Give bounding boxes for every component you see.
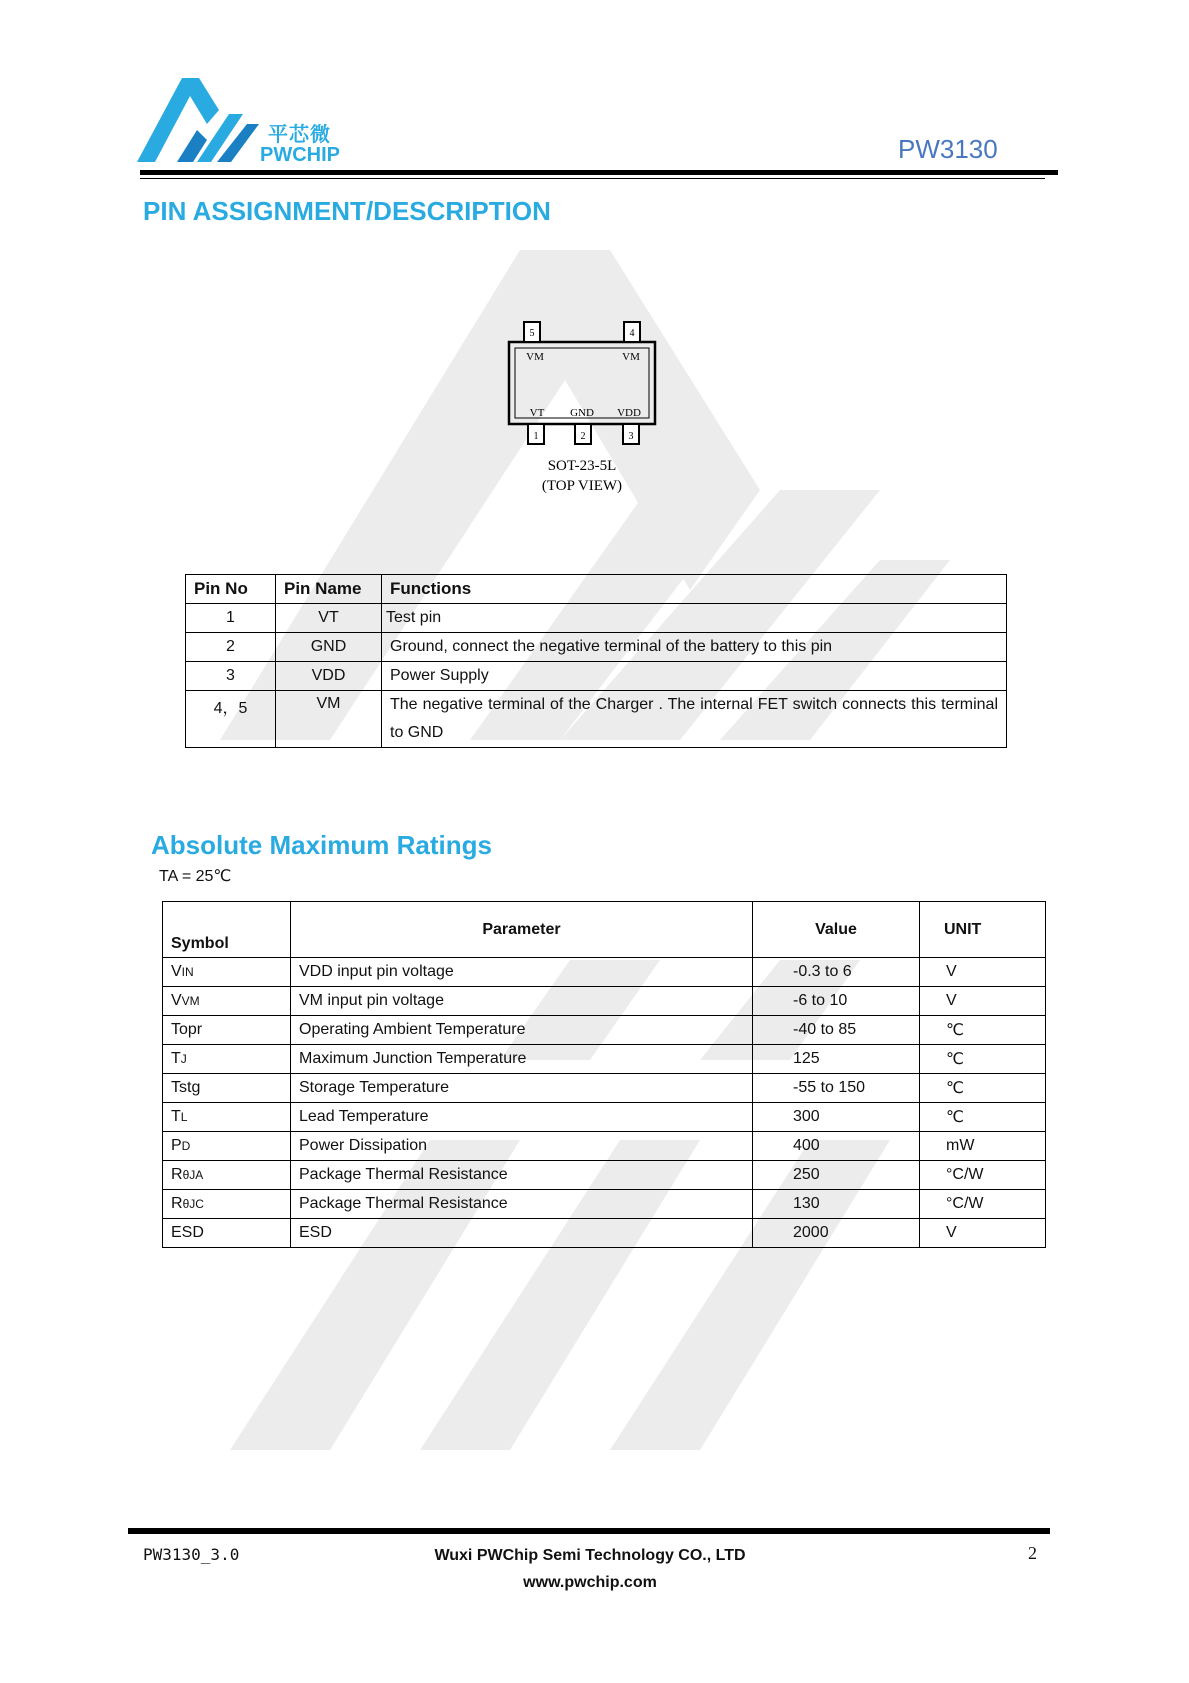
package-pin-label: GND: [570, 407, 594, 419]
pin-name: GND: [276, 633, 382, 662]
rating-symbol: VIN: [163, 958, 291, 987]
package-pin-number: 3: [628, 431, 634, 442]
pin-number: 4，5: [186, 691, 276, 748]
package-pin-label: VM: [622, 351, 640, 363]
table-header: Value: [753, 902, 920, 958]
table-row: [186, 662, 1007, 691]
table-row: [163, 987, 1046, 1016]
pin-function: Test pin: [382, 604, 1007, 633]
rating-symbol: Topr: [163, 1016, 291, 1045]
rating-value: 2000: [753, 1219, 920, 1248]
rating-parameter: Power Dissipation: [291, 1132, 753, 1161]
sot23-package-diagram: [505, 318, 665, 503]
package-pin-number: 5: [529, 328, 535, 339]
rating-parameter: VM input pin voltage: [291, 987, 753, 1016]
page-number: 2: [1028, 1543, 1037, 1563]
rating-unit: °C/W: [920, 1161, 1046, 1190]
pin-function: Ground, connect the negative terminal of the battery to this pin: [382, 633, 1007, 662]
rating-symbol: Tstg: [163, 1074, 291, 1103]
rating-symbol: TJ: [163, 1045, 291, 1074]
rating-symbol: RθJA: [163, 1161, 291, 1190]
table-header: Pin Name: [276, 575, 382, 604]
table-row: [163, 1016, 1046, 1045]
footer-company: Wuxi PWChip Semi Technology CO., LTD: [434, 1547, 746, 1564]
rating-value: -55 to 150: [753, 1074, 920, 1103]
rating-unit: ℃: [920, 1045, 1046, 1074]
pin-name: VM: [276, 691, 382, 748]
pin-name: VDD: [276, 662, 382, 691]
rating-value: 300: [753, 1103, 920, 1132]
rating-symbol: RθJC: [163, 1190, 291, 1219]
table-header: Parameter: [291, 902, 753, 958]
pwchip-logo: [137, 78, 262, 164]
ratings-condition: TA = 25℃: [159, 868, 232, 885]
rating-unit: V: [920, 958, 1046, 987]
package-pin-number: 1: [533, 431, 539, 442]
package-pin-number: 2: [580, 431, 586, 442]
pin-function: Power Supply: [382, 662, 1007, 691]
footer-website[interactable]: www.pwchip.com: [523, 1574, 657, 1591]
package-caption: (TOP VIEW): [541, 478, 623, 494]
brand-english-name: PWCHIP: [260, 144, 340, 166]
table-row: [163, 1161, 1046, 1190]
rating-value: -6 to 10: [753, 987, 920, 1016]
rating-parameter: ESD: [291, 1219, 753, 1248]
pin-number: 2: [186, 633, 276, 662]
document-id: PW3130: [898, 134, 998, 164]
pin-number: 3: [186, 662, 276, 691]
table-header-row: [163, 902, 1046, 958]
brand-chinese-name: 平芯微: [268, 124, 331, 146]
table-header: Pin No: [186, 575, 276, 604]
rating-symbol: ESD: [163, 1219, 291, 1248]
rating-value: 130: [753, 1190, 920, 1219]
table-row: [163, 1074, 1046, 1103]
package-pin-label: VT: [529, 407, 545, 419]
rating-unit: mW: [920, 1132, 1046, 1161]
rating-value: -40 to 85: [753, 1016, 920, 1045]
table-row: [163, 1190, 1046, 1219]
rating-unit: V: [920, 1219, 1046, 1248]
rating-parameter: Package Thermal Resistance: [291, 1190, 753, 1219]
pin-number: 1: [186, 604, 276, 633]
table-row: [163, 1132, 1046, 1161]
table-row: [163, 1045, 1046, 1074]
rating-parameter: Maximum Junction Temperature: [291, 1045, 753, 1074]
table-header-row: [186, 575, 1007, 604]
rating-symbol: TL: [163, 1103, 291, 1132]
header-rule: [140, 170, 1058, 175]
table-row: [163, 1219, 1046, 1248]
rating-parameter: Storage Temperature: [291, 1074, 753, 1103]
rating-value: -0.3 to 6: [753, 958, 920, 987]
table-row: [186, 691, 1007, 748]
rating-parameter: VDD input pin voltage: [291, 958, 753, 987]
footer-rule: [128, 1528, 1050, 1534]
rating-symbol: VVM: [163, 987, 291, 1016]
table-row: [186, 604, 1007, 633]
rating-symbol: PD: [163, 1132, 291, 1161]
rating-unit: ℃: [920, 1103, 1046, 1132]
rating-value: 250: [753, 1161, 920, 1190]
rating-unit: ℃: [920, 1074, 1046, 1103]
table-header: Functions: [382, 575, 1007, 604]
table-row: [186, 633, 1007, 662]
rating-unit: °C/W: [920, 1190, 1046, 1219]
package-caption: SOT-23-5L: [547, 458, 617, 474]
rating-value: 125: [753, 1045, 920, 1074]
rating-unit: ℃: [920, 1016, 1046, 1045]
rating-value: 400: [753, 1132, 920, 1161]
pin-description-table: [185, 574, 1007, 748]
section-title-pin-assignment: PIN ASSIGNMENT/DESCRIPTION: [143, 196, 551, 226]
table-header: UNIT: [920, 902, 1046, 958]
package-pin-label: VDD: [617, 407, 641, 419]
rating-unit: V: [920, 987, 1046, 1016]
header-rule-thin: [140, 178, 1045, 179]
table-header: Symbol: [163, 902, 291, 958]
package-pin-number: 4: [629, 328, 635, 339]
footer-document-version: PW3130_3.0: [143, 1545, 240, 1564]
pin-function: The negative terminal of the Charger . The internal FET switch connects this terminal to GND: [382, 691, 1007, 748]
pin-name: VT: [276, 604, 382, 633]
rating-parameter: Package Thermal Resistance: [291, 1161, 753, 1190]
rating-parameter: Operating Ambient Temperature: [291, 1016, 753, 1045]
table-row: [163, 1103, 1046, 1132]
rating-parameter: Lead Temperature: [291, 1103, 753, 1132]
absolute-maximum-ratings-table: [162, 901, 1046, 1248]
section-title-absolute-maximum-ratings: Absolute Maximum Ratings: [151, 830, 492, 860]
package-pin-label: VM: [526, 351, 544, 363]
table-row: [163, 958, 1046, 987]
